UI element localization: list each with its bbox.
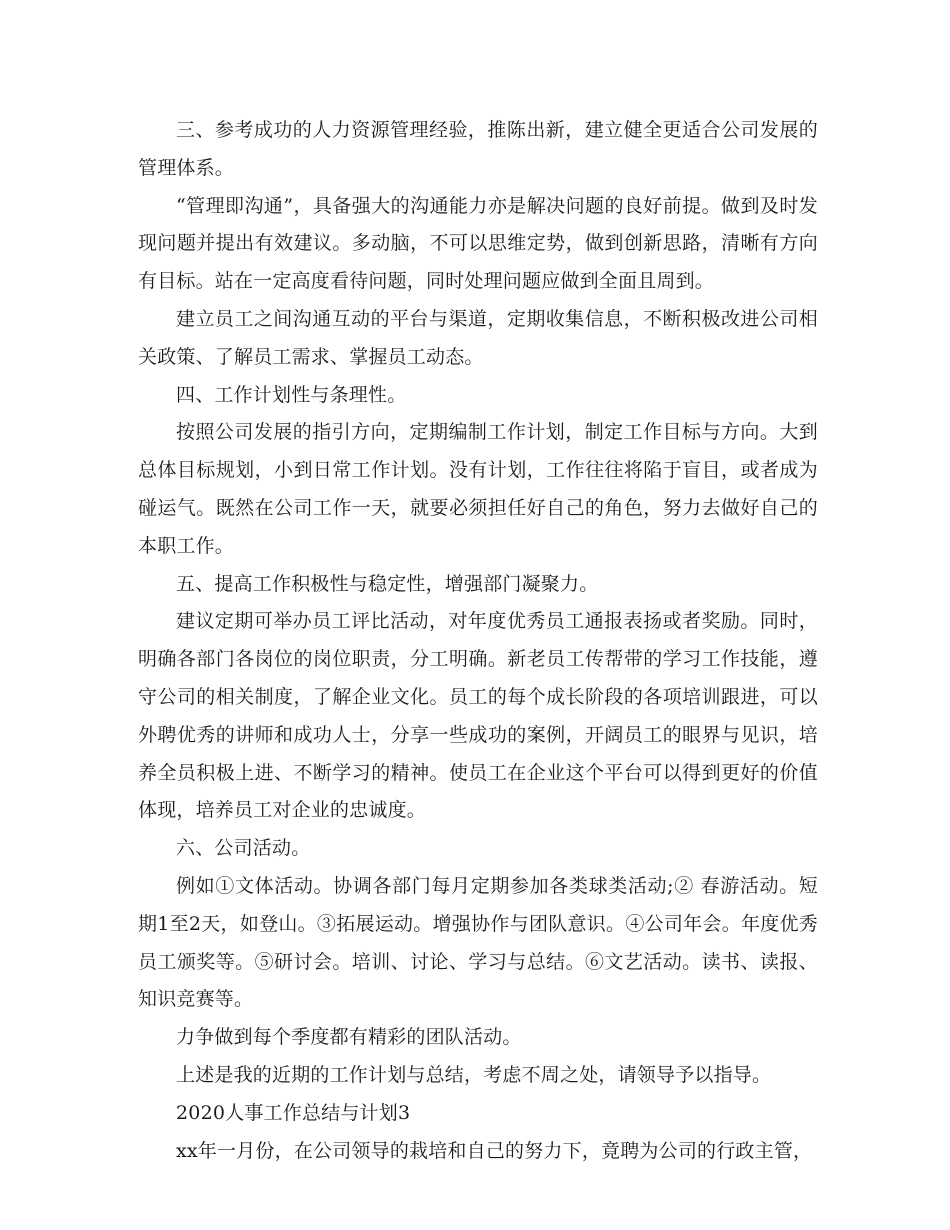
paragraph-section-three: 三、参考成功的人力资源管理经验，推陈出新，建立健全更适合公司发展的管理体系。 [138, 119, 818, 179]
paragraph-evaluation: 建议定期可举办员工评比活动，对年度优秀员工通报表扬或者奖励。同时，明确各部门各岗位的岗位职责，分工明确。新老员工传帮带的学习工作技能，遵守公司的相关制度，了解企业文化。员工的每个成长阶段的各项培训跟进，可以外聘优秀的讲师和成功人士，分享一些成功的案例，开阔员工的眼界与见识，培养全员积极上进、不断学习的精神。使员工在企业这个平台可以得到更好的价值体现，培养员工对企业的忠诚度。 [138, 610, 818, 822]
paragraph-section-six: 六、公司活动。 [176, 837, 311, 860]
document-body [138, 112, 818, 1170]
paragraph-activities: 例如①文体活动。协调各部门每月定期参加各类球类活动;② 春游活动。短期1至2天，如登山。③拓展运动。增强协作与团队意识。④公司年会。年度优秀员工颁奖等。⑤研讨会。培训、讨论、学习与总结。⑥文艺活动。读书、读报、知识竞赛等。 [138, 874, 818, 1011]
paragraph-heading-2020: 2020人事工作总结与计划3 [176, 1101, 411, 1124]
paragraph-january: xx年一月份，在公司领导的栽培和自己的努力下，竟聘为公司的行政主管， [176, 1139, 813, 1162]
paragraph-section-four: 四、工作计划性与条理性。 [176, 383, 407, 406]
paragraph-planning: 按照公司发展的指引方向，定期编制工作计划，制定工作目标与方向。大到总体目标规划，小到日常工作计划。没有计划，工作往往将陷于盲目，或者成为碰运气。既然在公司工作一天，就要必须担任好自己的角色，努力去做好自己的本职工作。 [138, 421, 818, 557]
paragraph-summary: 上述是我的近期的工作计划与总结，考虑不周之处，请领导予以指导。 [176, 1063, 772, 1086]
paragraph-quarterly: 力争做到每个季度都有精彩的团队活动。 [176, 1026, 522, 1049]
paragraph-communication: “管理即沟通”，具备强大的沟通能力亦是解决问题的良好前提。做到及时发现问题并提出有效建议。多动脑，不可以思维定势，做到创新思路，清晰有方向有目标。站在一定高度看待问题，同时处理问题应做到全面且周到。 [138, 194, 818, 293]
paragraph-section-five: 五、提高工作积极性与稳定性，增强部门凝聚力。 [176, 572, 599, 595]
paragraph-platform: 建立员工之间沟通互动的平台与渠道，定期收集信息，不断积极改进公司相关政策、了解员工需求、掌握员工动态。 [138, 307, 818, 368]
